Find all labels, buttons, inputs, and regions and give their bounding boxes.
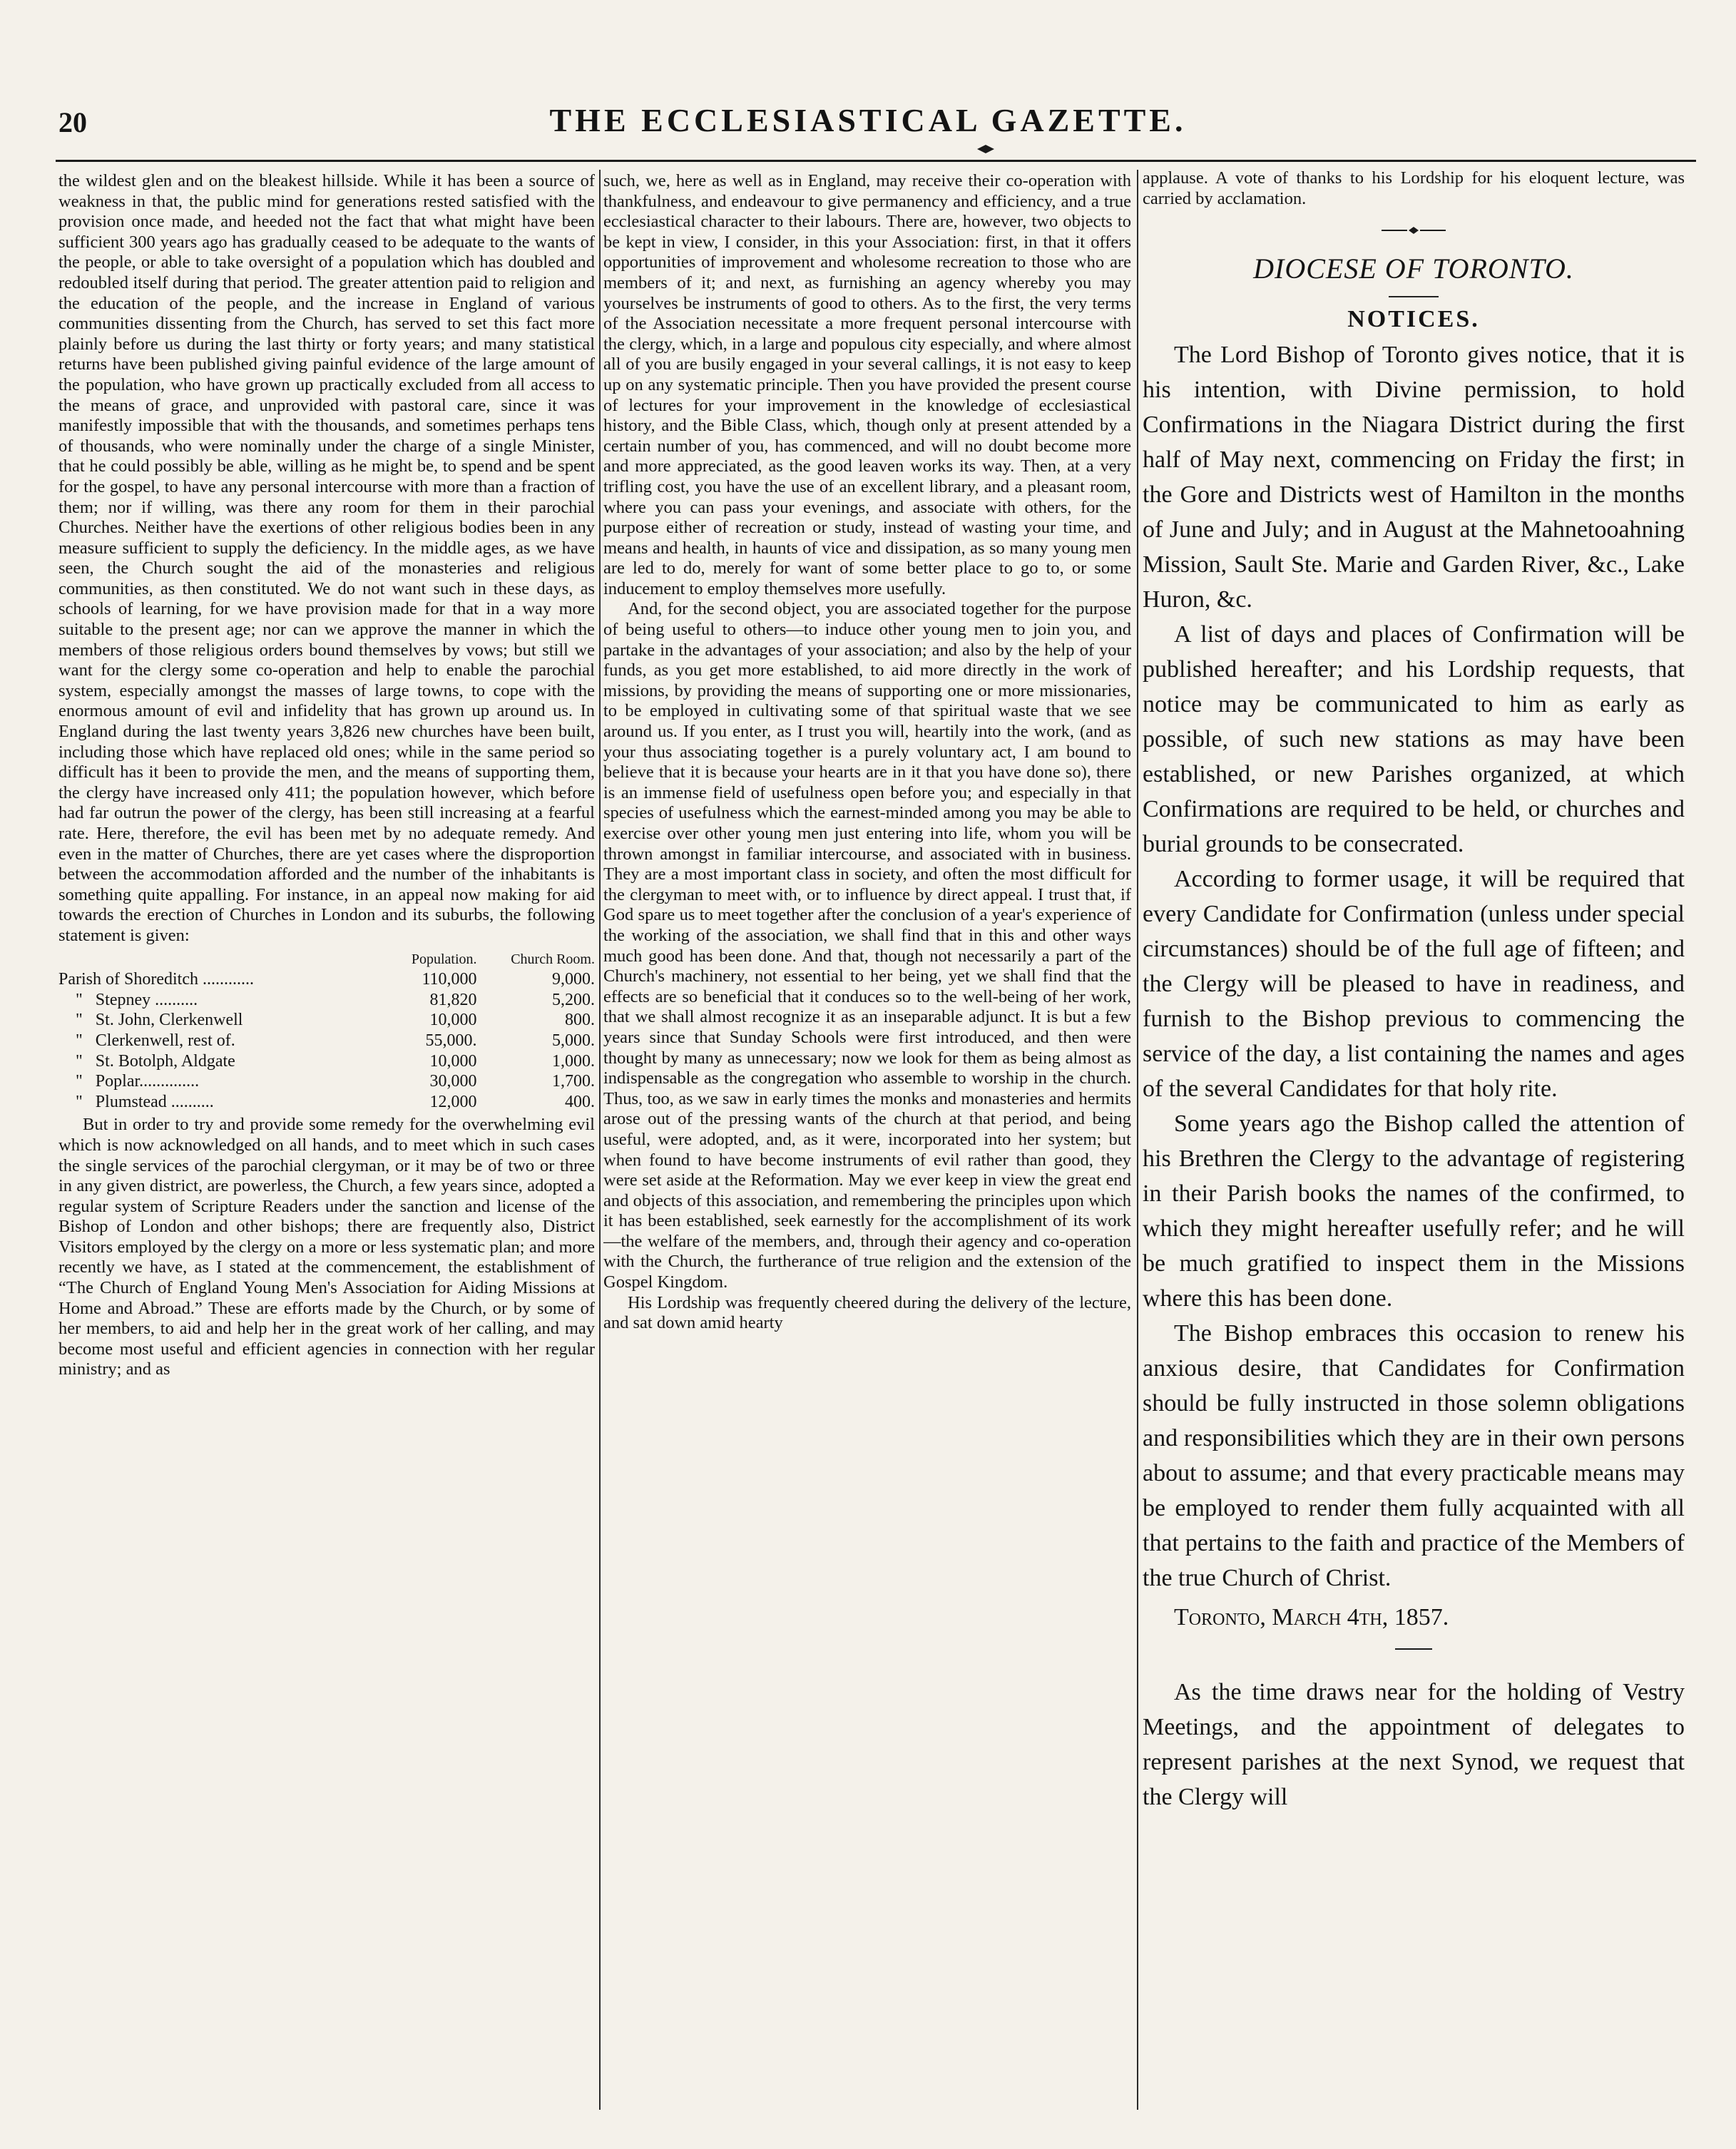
column-2 bbox=[603, 171, 1131, 2111]
row-church-room: 5,200. bbox=[552, 990, 595, 1009]
row-prefix: " bbox=[76, 1051, 83, 1071]
section-separator-icon bbox=[1143, 219, 1685, 240]
col3-applause-paragraph: applause. A vote of thanks to his Lordship for his eloquent lecture, was carried by acclamation. bbox=[1143, 168, 1685, 208]
col2-paragraph-3: His Lordship was frequently cheered during the delivery of the lecture, and sat down amid hearty bbox=[603, 1292, 1131, 1333]
col3-paragraph-3: According to former usage, it will be required that every Candidate for Confirmation (unless under special circumstances) should be of the full age of fifteen; and the Clergy will be pleased to have in readiness, and furnish to the Bishop previous to commencing the service of the day, a list containing the names and ages of the several Candidates for that holy rite. bbox=[1143, 866, 1685, 1103]
col3-paragraph-2: A list of days and places of Confirmation will be published hereafter; and his Lordship requests, that notice may be communicated to him as early as possible, of such new stations as may have been established, or new Parishes organized, at which Confirmations are required to be held, or churches and burial grounds to be consecrated. bbox=[1143, 621, 1685, 858]
dash-ornament-icon bbox=[1143, 1638, 1685, 1659]
column-divider-2 bbox=[1137, 170, 1138, 2110]
diocese-heading: DIOCESE OF TORONTO. bbox=[1253, 252, 1574, 285]
row-population: 81,820 bbox=[429, 990, 477, 1009]
col3-paragraph-1: The Lord Bishop of Toronto gives notice, that it is his intention, with Divine permission, to hold Confirmations in the Niagara District during the first half of May next, commencing on Friday the first; in the Gore and Districts west of Hamilton in the months of June and July; and in August at the Mahnetooahning Mission, Sault Ste. Marie and Garden River, &c., Lake Huron, &c. bbox=[1143, 342, 1685, 613]
row-parish: Stepney .......... bbox=[95, 990, 198, 1009]
row-parish: St. John, Clerkenwell bbox=[95, 1011, 243, 1030]
row-church-room: 400. bbox=[565, 1092, 595, 1111]
population-header: Population. bbox=[411, 951, 477, 967]
row-church-room: 1,700. bbox=[552, 1072, 595, 1091]
masthead-title: THE ECCLESIASTICAL GAZETTE. bbox=[549, 102, 1187, 138]
col3-paragraph-6: As the time draws near for the holding of Vestry Meetings, and the appointment of delegates to represent parishes at the next Synod, we request that the Clergy will bbox=[1143, 1679, 1685, 1811]
row-prefix: Parish of bbox=[58, 970, 120, 989]
row-parish: Plumstead .......... bbox=[95, 1092, 214, 1111]
col3-paragraph-4: Some years ago the Bishop called the attention of his Brethren the Clergy to the advantage of registering in their Parish books the names of the confirmed, to which they might hereafter usefully refer; and he will be much gratified to inspect them in the Missions where this has been done. bbox=[1143, 1111, 1685, 1312]
table-row bbox=[58, 1051, 595, 1072]
row-population: 12,000 bbox=[429, 1092, 477, 1111]
population-table bbox=[58, 949, 595, 1113]
row-population: 10,000 bbox=[429, 1011, 477, 1030]
table-row bbox=[58, 1071, 595, 1092]
column-divider-1 bbox=[599, 170, 601, 2110]
masthead-ornament-icon bbox=[976, 141, 996, 160]
row-church-room: 5,000. bbox=[552, 1031, 595, 1050]
col1-paragraph-2: But in order to try and provide some remedy for the overwhelming evil which is now acknowledged on all hands, and to meet which in such cases the single services of the parochial clergyman, or it may be of two or three in any given district, are powerless, the Church, a few years since, adopted a regular system of Scripture Readers under the sanction and license of the Bishop of London and other bishops; there are frequently also, District Visitors employed by the clergy on a more or less systematic plan; and more recently we have, as I stated at the commencement, the establishment of “The Church of England Young Men's Association for Aiding Missions at Home and Abroad.” These are efforts made by the Church, or by some of her members, to aid and help her in the great work of her calling, and may become most useful and efficient agencies in connection with her regular ministry; and as bbox=[58, 1115, 595, 1379]
row-church-room: 1,000. bbox=[552, 1051, 595, 1071]
row-church-room: 800. bbox=[565, 1011, 595, 1030]
table-row bbox=[58, 1092, 595, 1113]
col2-paragraph-1: such, we, here as well as in England, may receive their co-operation with thankfulness, and endeavour to give permanency and efficiency, and a true ecclesiastical character to their labours. There are, however, two objects to be kept in view, I consider, in this your Association: first, in that it offers opportunities of improvement and wholesome recreation to those who are members of it; and next, as furnishing an agency whereby you may yourselves be instruments of good to others. As to the first, the very terms of the Association necessitate a more frequent personal intercourse with the clergy, which, in a large and populous city especially, and where almost all of you are busily engaged in your several callings, it is not easy to keep up on any systematic principle. Then you have provided the present course of lectures for your improvement in the knowledge of ecclesiastical history, and the Bible Class, which, though only at present attended by a certain number of you, has commenced, and will no doubt become more and more appreciated, as the good leaven works its way. Then, at a very trifling cost, you have the use of an excellent library, and a pleasant room, where you can pass your evenings, and associate with others, for the purpose either of recreation or study, instead of wasting your time, and means and health, in haunts of vice and dissipation, as so many young men are led to do, merely for want of some better place to go to, or some inducement to employ themselves more usefully. bbox=[603, 171, 1131, 598]
row-population: 55,000. bbox=[425, 1031, 477, 1050]
row-parish: St. Botolph, Aldgate bbox=[95, 1051, 235, 1071]
row-population: 30,000 bbox=[429, 1072, 477, 1091]
col3-paragraph-5: The Bishop embraces this occasion to renew his anxious desire, that Candidates for Confirmation should be fully instructed in those solemn obligations and responsibilities which they are in their own persons about to assume; and that every practicable means may be employed to render them fully acquainted with all that pertains to the faith and practice of the Members of the true Church of Christ. bbox=[1143, 1320, 1685, 1592]
header-rule bbox=[56, 160, 1696, 162]
table-header-row bbox=[58, 949, 595, 970]
table-row bbox=[58, 1031, 595, 1051]
row-parish: Clerkenwell, rest of. bbox=[95, 1031, 235, 1050]
row-parish: Shoreditch ............ bbox=[124, 970, 254, 989]
column-1 bbox=[58, 171, 595, 2111]
row-prefix: " bbox=[76, 1072, 83, 1091]
table-row bbox=[58, 1010, 595, 1031]
page-number: 20 bbox=[58, 106, 87, 138]
short-rule bbox=[1389, 296, 1439, 297]
column-3 bbox=[1143, 168, 1685, 2108]
row-population: 110,000 bbox=[422, 970, 477, 989]
table-row bbox=[58, 969, 595, 990]
row-prefix: " bbox=[76, 1092, 83, 1111]
row-prefix: " bbox=[76, 1011, 83, 1030]
row-prefix: " bbox=[76, 990, 83, 1009]
signature-line: Toronto, March 4th, 1857. bbox=[1174, 1604, 1449, 1631]
row-church-room: 9,000. bbox=[552, 970, 595, 989]
church-room-header: Church Room. bbox=[511, 951, 595, 967]
notices-heading: NOTICES. bbox=[1347, 306, 1480, 333]
table-row bbox=[58, 990, 595, 1011]
row-prefix: " bbox=[76, 1031, 83, 1050]
row-parish: Poplar.............. bbox=[95, 1072, 200, 1091]
row-population: 10,000 bbox=[429, 1051, 477, 1071]
col2-paragraph-2: And, for the second object, you are associated together for the purpose of being useful to others—to induce other young men to join you, and partake in the advantages of your association; and also by the help of your funds, as you get more established, to aid more directly in the work of missions, by providing the means of supporting one or more missionaries, to be employed in cultivating some of that spiritual waste that we see around us. If you enter, as I trust you will, heartily into the work, (and as your thus associating together is a purely voluntary act, I am bound to believe that it is because your hearts are in it that you have done so), there is an immense field of usefulness open before you; and especially in that species of usefulness which the earnest-minded among you may be able to exercise over other young men just entering into life, whom you will be thrown amongst in familiar intercourse, and associated with in business. They are a most important class in society, and often the most difficult for the clergyman to meet with, or to influence by direct appeal. I trust that, if God spare us to meet together after the conclusion of a year's experience of the working of the association, we shall find that in this and other ways much good has been done. And that, though not necessarily a part of the Church's machinery, not essential to her being, yet we shall find that the effects are so beneficial that it conduces so to the well-being of her work, that we shall almost recognize it as an inseparable adjunct. It is but a few years since that Sunday Schools were first introduced, and then were thought by many as unnecessary; now we look for them as being almost as indispensable as the congregation who assemble to worship in the church. Thus, too, as we saw in early times the monks and monasteries and hermits arose out of the pressing wants of the church at that period, and being useful, were adopted, and, as it were, incorporated into her system; but when found to have become instruments of evil rather than good, they were set aside at the Reformation. May we ever keep in view the great end and objects of this association, and remembering the principles upon which it has been established, seek earnestly for the accomplishment of its work—the welfare of the members, and, through their agency and co-operation with the Church, the furtherance of true religion and the extension of the Gospel Kingdom. bbox=[603, 599, 1131, 1292]
col1-paragraph-1: the wildest glen and on the bleakest hillside. While it has been a source of weakness in that, the public mind for generations rested satisfied with the provision once made, and heeded not the fact that what might have been sufficient 300 years ago has gradually ceased to be adequate to the wants of the people, or able to take oversight of a population which has doubled and redoubled itself during that period. The greater attention paid to religion and the education of the people, and the increase in England of various communities dissenting from the Church, has served to set this fact more plainly before us during the last thirty or forty years; and many statistical returns have been published giving painful evidence of the large amount of the population, who have grown up practically excluded from all access to the means of grace, and unprovided with pastoral care, since it was manifestly impossible that with the thousands, and sometimes perhaps tens of thousands, who were nominally under the charge of a single Minister, that he could possibly be able, willing as he might be, to spend and be spent for the gospel, to have any personal intercourse with more than a fraction of them; nor if willing, was there any room for them in their parochial Churches. Neither have the exertions of other religious bodies been in any measure sufficient to supply the deficiency. In the middle ages, as we have seen, the Church sought the aid of the monasteries and religious communities, as then constituted. We do not want such in these days, as schools of learning, for we have provision made for that in a way more suitable to the present age; nor can we approve the manner in which the members of those religious orders bound themselves by vows; but still we want for the clergy some co-operation and help to enable the parochial system, especially amongst the masses of large towns, to cope with the enormous amount of evil and infidelity that has grown up around us. In England during the last twenty years 3,826 new churches have been built, including those which have replaced old ones; while in the same period so difficult has it been to provide the men, and the means of supporting them, the clergy have increased only 411; the population however, which before had far outrun the power of the clergy, has been still increasing at a fearful rate. Here, therefore, the evil has been met by no adequate remedy. And even in the matter of Churches, there are yet cases where the disproportion between the accommodation afforded and the number of the inhabitants is something quite appalling. For instance, in an appeal now making for aid towards the erection of Churches in London and its suburbs, the following statement is given: bbox=[58, 171, 595, 945]
